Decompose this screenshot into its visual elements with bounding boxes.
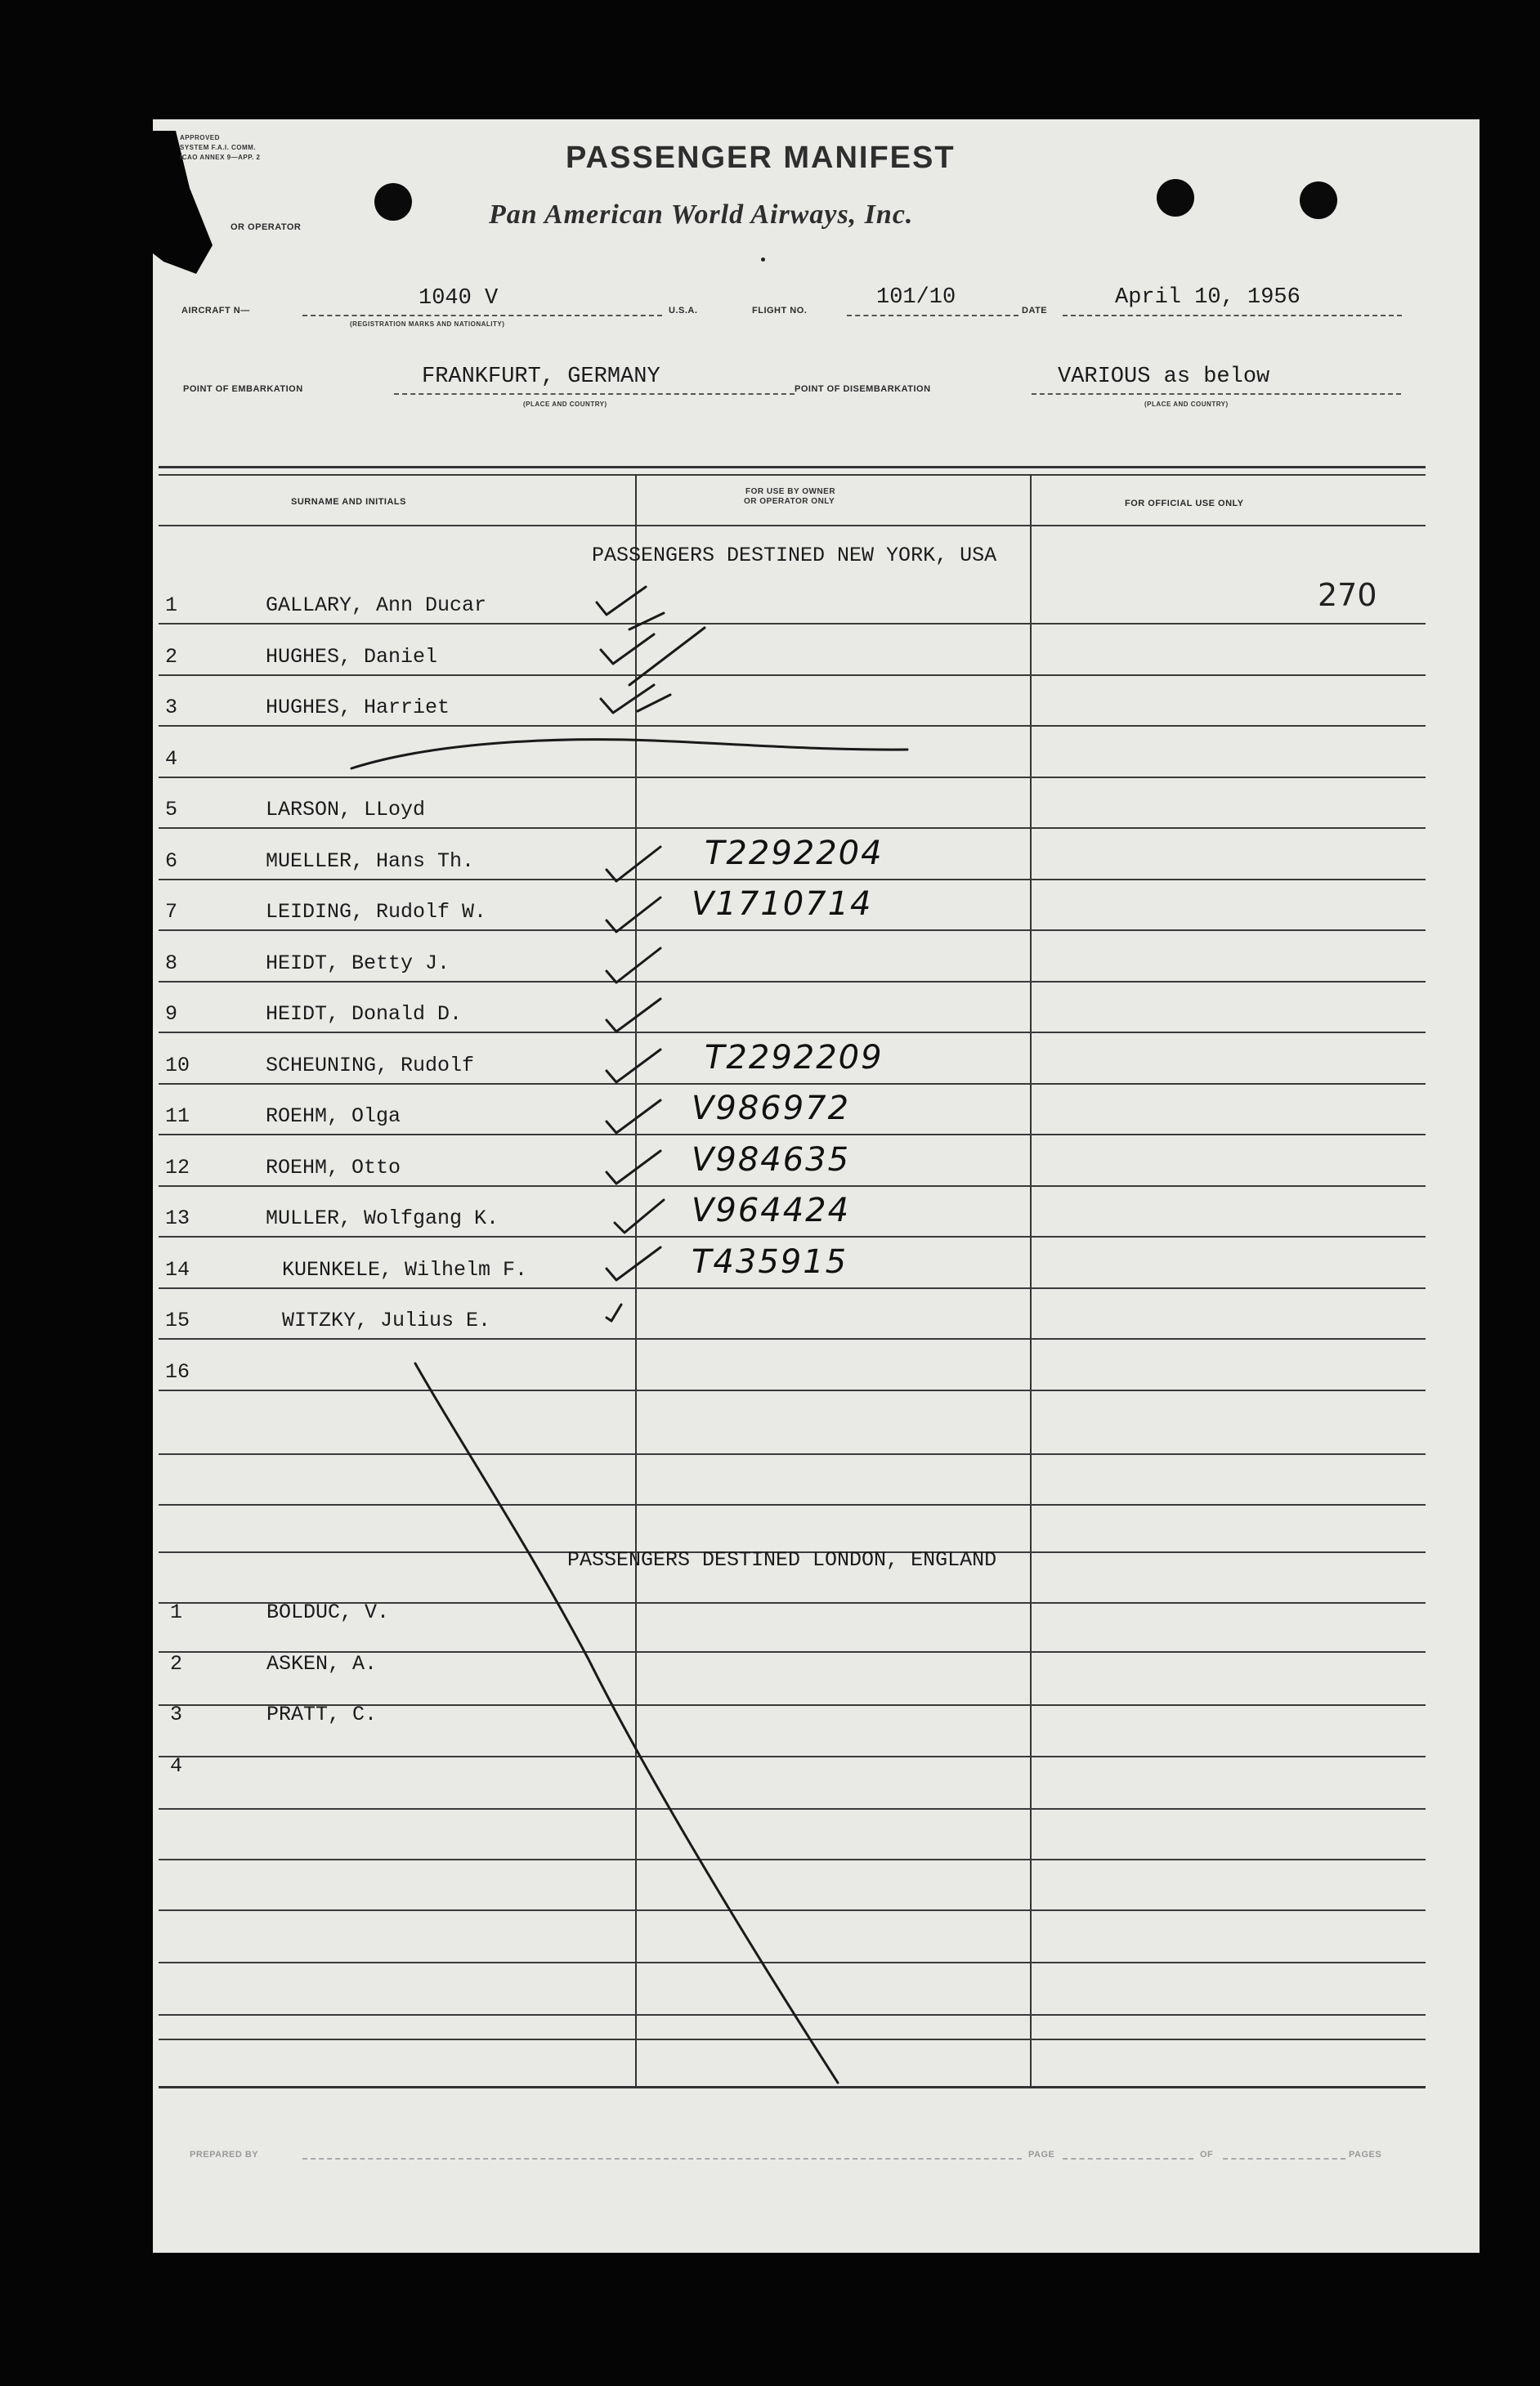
row-number: 12 [165, 1156, 190, 1180]
check-mark-9 [607, 999, 660, 1032]
check-mark-3 [601, 685, 654, 713]
prepared-label: PREPARED BY [190, 2150, 259, 2160]
disembarkation-caption: (PLACE AND COUNTRY) [1144, 401, 1229, 408]
check-mark-2b [629, 628, 705, 685]
check-mark-3b [638, 695, 670, 711]
of-label: OF [1200, 2150, 1214, 2160]
check-mark-6 [607, 847, 660, 881]
check-mark-14 [607, 1247, 660, 1280]
date-label: DATE [1022, 306, 1048, 316]
check-mark-2 [601, 634, 654, 664]
flight-value: 101/10 [876, 285, 956, 310]
page-title: PASSENGER MANIFEST [566, 141, 956, 175]
row-number: 4 [170, 1754, 183, 1778]
passenger-name: HUGHES, Daniel [266, 645, 438, 669]
passenger-name: BOLDUC, V. [266, 1600, 390, 1624]
row-number: 13 [165, 1206, 190, 1230]
row-number: 3 [170, 1703, 183, 1726]
approval-line-2: SYSTEM F.A.I. COMM. [180, 144, 257, 151]
row-4-strike [351, 740, 907, 768]
flight-label: FLIGHT NO. [752, 306, 808, 316]
row-number: 8 [165, 951, 178, 975]
passenger-name: GALLARY, Ann Ducar [266, 593, 487, 617]
airline-name: Pan American World Airways, Inc. [489, 199, 914, 230]
handwritten-passport-number: T2292204 [705, 835, 884, 872]
handwritten-passport-number: V986972 [692, 1090, 851, 1127]
passenger-name: LEIDING, Rudolf W. [266, 900, 487, 924]
row-number: 5 [165, 798, 178, 821]
registration-caption: (REGISTRATION MARKS AND NATIONALITY) [350, 320, 505, 328]
handwritten-passport-number: T435915 [692, 1243, 848, 1281]
row-number: 14 [165, 1258, 190, 1282]
embarkation-value: FRANKFURT, GERMANY [422, 365, 660, 389]
column-header-official: FOR OFFICIAL USE ONLY [1125, 499, 1244, 508]
handwritten-passport-number: V1710714 [692, 885, 873, 923]
passenger-name: ASKEN, A. [266, 1652, 378, 1676]
section-heading-ny: PASSENGERS DESTINED NEW YORK, USA [592, 544, 997, 567]
passenger-name: ROEHM, Otto [266, 1156, 401, 1180]
column-header-owner-2: OR OPERATOR ONLY [744, 497, 835, 506]
check-mark-10 [607, 1050, 660, 1082]
passenger-name: HUGHES, Harriet [266, 696, 450, 719]
date-value: April 10, 1956 [1115, 285, 1300, 310]
row-number: 1 [165, 593, 178, 617]
passenger-name: WITZKY, Julius E. [282, 1309, 491, 1332]
approval-line-3: ICAO ANNEX 9—APP. 2 [180, 154, 261, 161]
row-number: 9 [165, 1002, 178, 1026]
aircraft-label: AIRCRAFT N— [181, 306, 250, 316]
row-number: 4 [165, 747, 178, 771]
column-header-surname: SURNAME AND INITIALS [291, 497, 406, 507]
column-header-owner-1: FOR USE BY OWNER [745, 487, 836, 496]
check-mark-12 [607, 1151, 660, 1184]
passenger-name: MUELLER, Hans Th. [266, 849, 475, 873]
handwritten-passport-number: V964424 [692, 1192, 851, 1229]
cancel-diagonal-line [415, 1363, 838, 2083]
disembarkation-value: VARIOUS as below [1058, 365, 1270, 389]
usa-label: U.S.A. [669, 306, 698, 316]
passenger-name: PRATT, C. [266, 1703, 378, 1726]
passenger-name: KUENKELE, Wilhelm F. [282, 1258, 528, 1282]
official-number: 270 [1318, 577, 1377, 613]
passenger-name: LARSON, LLoyd [266, 798, 426, 821]
row-number: 2 [170, 1652, 183, 1676]
row-number: 15 [165, 1309, 190, 1332]
row-number: 6 [165, 849, 178, 873]
operator-label: OR OPERATOR [231, 222, 302, 232]
check-mark-15 [607, 1305, 621, 1321]
disembarkation-label: POINT OF DISEMBARKATION [795, 384, 931, 394]
row-number: 1 [170, 1600, 183, 1624]
passenger-name: ROEHM, Olga [266, 1104, 401, 1128]
page-label: PAGE [1028, 2150, 1055, 2160]
check-mark-13 [615, 1200, 664, 1233]
row-number: 10 [165, 1054, 190, 1077]
row-number: 11 [165, 1104, 190, 1128]
passenger-name: HEIDT, Betty J. [266, 951, 450, 975]
section-heading-london: PASSENGERS DESTINED LONDON, ENGLAND [567, 1548, 997, 1572]
check-mark-11 [607, 1100, 660, 1133]
row-number: 2 [165, 645, 178, 669]
check-mark-1b [629, 613, 664, 629]
handwritten-passport-number: T2292209 [705, 1039, 884, 1077]
check-mark-1 [597, 587, 646, 615]
embarkation-label: POINT OF EMBARKATION [183, 384, 303, 394]
aircraft-value: 1040 V [419, 286, 499, 311]
handwritten-passport-number: V984635 [692, 1141, 851, 1179]
check-mark-8 [607, 948, 660, 983]
row-number: 16 [165, 1360, 190, 1384]
passenger-name: MULLER, Wolfgang K. [266, 1206, 499, 1230]
embarkation-caption: (PLACE AND COUNTRY) [523, 401, 607, 408]
passenger-name: SCHEUNING, Rudolf [266, 1054, 475, 1077]
check-mark-7 [607, 898, 660, 932]
pages-label: PAGES [1349, 2150, 1382, 2160]
row-number: 3 [165, 696, 178, 719]
approval-line-1: APPROVED [180, 134, 220, 141]
row-number: 7 [165, 900, 178, 924]
passenger-name: HEIDT, Donald D. [266, 1002, 463, 1026]
